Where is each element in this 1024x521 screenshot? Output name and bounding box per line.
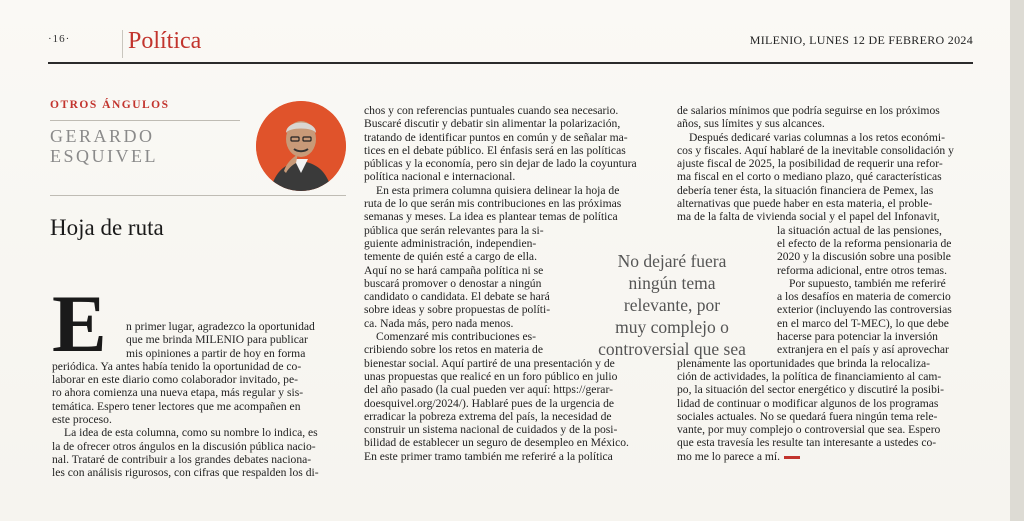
text-line: chos y con referencias puntuales cuando sea necesario.	[364, 104, 619, 117]
pull-quote-line: ningún tema	[628, 273, 716, 293]
end-mark-icon	[784, 456, 800, 459]
text-line: tratando de identificar puntos en común y de señalar ma-	[364, 130, 628, 144]
text-line: de salarios mínimos que podría seguirse en los próximos	[677, 104, 940, 117]
text-line: alternativas que puede haber en esta materia, el proble-	[677, 197, 933, 211]
header-rule	[48, 62, 973, 64]
text-line: mis opiniones a partir de hoy en forma	[126, 346, 306, 360]
headline-rule	[50, 195, 346, 196]
author-first-name: GERARDO	[50, 126, 155, 146]
text-line: n primer lugar, agradezco la oportunidad	[126, 320, 315, 333]
text-line: vante, por muy complejo o controversial que sea. Espero	[677, 423, 941, 437]
text-line: reforma adicional, entre otros temas.	[777, 263, 947, 277]
text-line: po, la situación del sector energético y discutiré la posibi-	[677, 383, 945, 397]
text-line: periódica. Ya antes había tenido la oportunidad de co-	[52, 359, 302, 373]
page-header	[0, 0, 1010, 60]
text-line: pública que serán relevantes para la si-	[364, 223, 544, 237]
text-line: buscará promover o denostar a ningún	[364, 276, 542, 290]
text-line: candidato o candidata. El debate se hará	[364, 290, 550, 304]
text-line: años, sus límites y sus alcances.	[677, 117, 825, 131]
text-line: La idea de esta columna, como su nombre lo indica, es	[64, 426, 318, 440]
text-line: cos y fiscales. Aquí hablaré de la inevitable consolidación y	[677, 143, 954, 157]
page-edge	[1010, 0, 1024, 521]
text-line: temente de quién esté a cargo de ella.	[364, 250, 537, 264]
pull-quote-line: controversial que sea	[598, 339, 746, 359]
text-line: hacerse para potenciar la inversión	[777, 330, 938, 344]
pull-quote-line: relevante, por	[623, 295, 721, 315]
text-line: Buscaré discutir y debatir sin alimentar la polarización,	[364, 117, 621, 131]
text-line: política nacional e internacional.	[364, 170, 516, 184]
text-line: extranjera en el país y así aprovechar	[777, 343, 949, 357]
text-line: debería tener ésta, la situación financiera de Pemex, las	[677, 183, 934, 197]
text-line: laborar en este diario como colaborador invitado, pe-	[52, 373, 298, 387]
text-line: exterior (incluyendo las controversias	[777, 303, 952, 317]
pull-quote-line: muy complejo o	[615, 317, 729, 337]
text-line: nal. Trataré de contribuir a los grandes debates naciona-	[52, 452, 312, 466]
text-line: 2020 y la discusión sobre una posible	[777, 250, 951, 264]
column-kicker: OTROS ÁNGULOS	[50, 99, 170, 111]
article-column-3	[677, 104, 974, 463]
text-line: erradicar la pobreza extrema del país, la necesidad de	[364, 409, 612, 423]
author-photo	[256, 101, 346, 191]
text-line: plenamente las oportunidades que brinda la relocaliza-	[677, 356, 931, 370]
text-line: cribiendo sobre los retos en materia de	[364, 343, 543, 357]
text-line: a los desafíos en materia de comercio	[777, 290, 951, 304]
text-line: la situación actual de las pensiones,	[777, 223, 942, 237]
text-line: Después dedicaré varias columnas a los retos económi-	[689, 130, 945, 144]
text-line: unas propuestas que realicé en un foro público en julio	[364, 369, 618, 383]
author-last-name: ESQUIVEL	[50, 146, 158, 166]
text-line: Por supuesto, también me referiré	[789, 276, 946, 290]
page-number: ·16·	[48, 33, 71, 45]
author-portrait	[256, 101, 346, 191]
text-line: En este primer tramo también me referiré a la política	[364, 449, 613, 463]
text-line: sociales actuales. No se quedará fuera ningún tema rele-	[677, 409, 938, 423]
text-line: del año pasado (la cual pueden ver aquí: https://gerar-	[364, 383, 613, 397]
text-line: ca. Nada más, pero nada menos.	[364, 316, 514, 330]
text-line: construir un sistema nacional de cuidados y de la posi-	[364, 423, 618, 437]
text-line: ro ahora comienza una nueva etapa, más regular y sis-	[52, 386, 304, 400]
text-line: mo me lo parece a mí.	[677, 449, 781, 463]
text-line: que me brinda MILENIO para publicar	[126, 333, 308, 347]
dateline: MILENIO, LUNES 12 DE FEBRERO 2024	[749, 33, 973, 47]
text-line: la de ofrecer otros ángulos en la discusión pública nacio-	[52, 439, 316, 453]
text-line: guiente administración, independien-	[364, 236, 537, 250]
text-line: temática. Espero tener lectores que me acompañen en	[52, 399, 301, 413]
text-line: semanas y meses. La idea es plantear temas de política	[364, 210, 618, 224]
text-line: el efecto de la reforma pensionaria de	[777, 236, 952, 250]
text-line: les con análisis rigurosos, con cifras que respalden los di-	[52, 466, 319, 480]
header-divider	[122, 30, 123, 58]
text-line: públicas y la economía, pero sin dejar de lado la coyuntura	[364, 157, 637, 171]
text-line: este proceso.	[52, 413, 112, 427]
article-column-1	[52, 320, 348, 480]
text-line: ruta de lo que serán mis contribuciones en las próximas	[364, 197, 622, 211]
drop-cap: E	[52, 278, 107, 369]
text-line: lidad de continuar o modificar algunos de los programas	[677, 396, 939, 410]
section-title: Política	[128, 28, 202, 54]
text-line: Aquí no se hará campaña política ni se	[364, 263, 544, 277]
text-line: en el marco del T-MEC), lo que debe	[777, 316, 949, 330]
text-line: bienestar social. Aquí partiré de una presentación y de	[364, 356, 615, 370]
text-line: que esta travesía les resulte tan interesante a ustedes co-	[677, 436, 937, 450]
text-line-last	[677, 450, 974, 463]
text-line: ción de actividades, la política de financiamiento al cam-	[677, 369, 942, 383]
text-line: tices en el debate público. El énfasis será en las políticas	[364, 143, 626, 157]
text-line: ajuste fiscal de 2025, la posibilidad de requerir una refor-	[677, 157, 943, 171]
text-line: bilidad de establecer un seguro de desempleo en México.	[364, 436, 629, 450]
text-line: doesquivel.org/2024/). Hablaré pues de la urgencia de	[364, 396, 615, 410]
article-headline: Hoja de ruta	[50, 215, 164, 240]
text-line: ma fiscal en el corto o mediano plazo, qué características	[677, 170, 942, 184]
pull-quote-line: No dejaré fuera	[617, 251, 727, 271]
text-line: sobre ideas y sobre propuestas de políti-	[364, 303, 551, 317]
text-line: ma de la falta de vivienda social y el papel del Infonavit,	[677, 210, 940, 224]
kicker-rule	[50, 120, 240, 121]
text-line: En esta primera columna quisiera delinear la hoja de	[376, 183, 620, 197]
text-line: Comenzaré mis contribuciones es-	[376, 330, 537, 344]
